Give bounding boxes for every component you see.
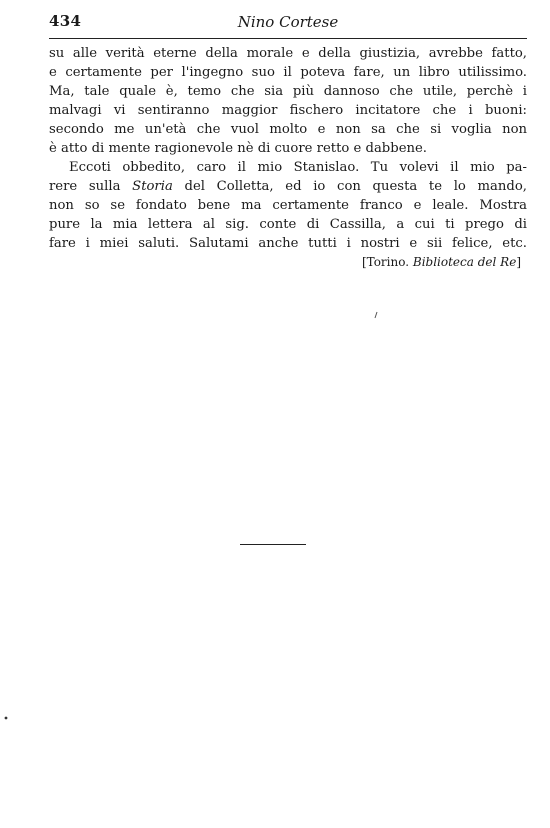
text-line: e certamente per l'ingegno suo il poteva fare, un libro utilissimo. (49, 65, 527, 80)
paragraph-line: non so se fondato bene ma certamente franco e leale. Mostra (49, 198, 527, 213)
text-line: Ma, tale quale è, temo che sia più dannoso che utile, perchè i (49, 84, 527, 99)
source-citation (49, 253, 527, 272)
paragraph-line: pure la mia lettera al sig. conte di Cassilla, a cui ti prego di (49, 217, 527, 232)
text-line: è atto di mente ragionevole nè di cuore retto e dabbene. (49, 141, 427, 156)
page-number: 434 (49, 12, 82, 30)
text-line: secondo me un'età che vuol molto e non sa che si voglia non (49, 122, 527, 137)
italic-title: Storia (132, 179, 173, 194)
speck-mark (5, 717, 8, 720)
citation-suffix: ] (516, 255, 521, 269)
section-end-rule (240, 544, 306, 545)
paragraph-line: fare i miei saluti. Salutami anche tutti i nostri e sii felice, etc. (49, 236, 527, 251)
text-segment: rere sulla (49, 179, 133, 194)
paragraph-line: Eccoti obbedito, caro il mio Stanislao. Tu volevi il mio pa- (69, 160, 527, 175)
speck-mark (375, 312, 377, 318)
paragraph-line (49, 177, 527, 196)
body-text (49, 44, 527, 272)
citation-prefix: [Torino. (361, 255, 413, 269)
page-header (49, 10, 527, 34)
text-line: malvagi vi sentiranno maggior fischero incitatore che i buoni: (49, 103, 527, 118)
text-segment: del Colletta, ed io con questa te lo mando, (172, 179, 527, 194)
running-head: Nino Cortese (237, 13, 339, 31)
header-rule (49, 38, 527, 39)
text-line: su alle verità eterne della morale e della giustizia, avrebbe fatto, (49, 46, 527, 61)
citation-italic: Biblioteca del Re (412, 255, 517, 269)
